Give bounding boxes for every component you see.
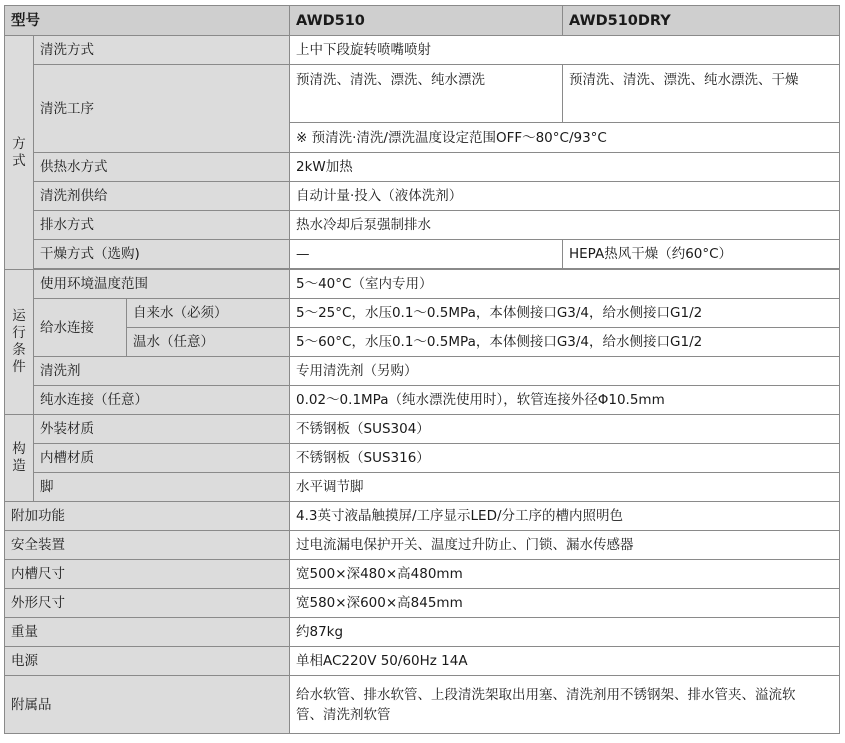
group-construction-label: 构造	[12, 441, 26, 474]
tap-water-label: 自来水（必须）	[127, 299, 290, 328]
pure-water-label: 纯水连接（任意）	[34, 386, 290, 415]
inner-size-label: 内槽尺寸	[5, 560, 290, 589]
function-label: 附加功能	[5, 502, 290, 531]
drying-value-a: —	[290, 240, 563, 269]
process-value-b: 预清洗、清洗、漂洗、纯水漂洗、干燥	[563, 65, 840, 123]
tank-value: 不锈钢板（SUS316）	[290, 444, 840, 473]
detergent-supply-label: 清洗剂供给	[34, 182, 290, 211]
detergent-label: 清洗剂	[34, 357, 290, 386]
detergent-value: 专用清洗剂（另购）	[290, 357, 840, 386]
wash-method-label: 清洗方式	[34, 36, 290, 65]
warm-water-label: 温水（任意）	[127, 328, 290, 357]
tap-water-value: 5～25°C，水压0.1～0.5MPa，本体侧接口G3/4，给水侧接口G1/2	[290, 299, 840, 328]
process-value-a: 预清洗、清洗、漂洗、纯水漂洗	[290, 65, 563, 123]
heating-value: 2kW加热	[290, 153, 840, 182]
feet-label: 脚	[34, 473, 290, 502]
power-label: 电源	[5, 647, 290, 676]
drying-label: 干燥方式（选购)	[34, 240, 290, 269]
group-operation-label: 运行条件	[12, 308, 26, 375]
warm-water-value: 5～60°C，水压0.1～0.5MPa，本体侧接口G3/4，给水侧接口G1/2	[290, 328, 840, 357]
temperature-value: 5～40°C（室内专用）	[290, 270, 840, 299]
tank-label: 内槽材质	[34, 444, 290, 473]
weight-value: 约87kg	[290, 618, 840, 647]
process-temperature-note: ※ 预清洗·清洗/漂洗温度设定范围OFF～80°C/93°C	[290, 123, 840, 153]
power-value: 单相AC220V 50/60Hz 14A	[290, 647, 840, 676]
water-supply-label: 给水连接	[34, 299, 127, 357]
feet-value: 水平调节脚	[290, 473, 840, 502]
spec-table	[4, 5, 840, 734]
exterior-label: 外装材质	[34, 415, 290, 444]
outer-size-value: 宽580×深600×高845mm	[290, 589, 840, 618]
temperature-label: 使用环境温度范围	[34, 270, 290, 299]
group-operation	[5, 270, 34, 415]
group-method	[5, 36, 34, 270]
group-construction	[5, 415, 34, 502]
accessories-label: 附属品	[5, 676, 290, 734]
header-model-b: AWD510DRY	[563, 6, 840, 36]
outer-size-label: 外形尺寸	[5, 589, 290, 618]
function-value: 4.3英寸液晶触摸屏/工序显示LED/分工序的槽内照明色	[290, 502, 840, 531]
inner-size-value: 宽500×深480×高480mm	[290, 560, 840, 589]
header-model-a: AWD510	[290, 6, 563, 36]
accessories-value: 给水软管、排水软管、上段清洗架取出用塞、清洗剂用不锈钢架、排水管夹、溢流软管、清洗剂软管	[290, 676, 840, 734]
header-model-label: 型号	[5, 6, 290, 36]
heating-label: 供热水方式	[34, 153, 290, 182]
drain-value: 热水冷却后泵强制排水	[290, 211, 840, 240]
drying-value-b: HEPA热风干燥（约60°C）	[563, 240, 840, 269]
wash-method-value: 上中下段旋转喷嘴喷射	[290, 36, 840, 65]
weight-label: 重量	[5, 618, 290, 647]
drain-label: 排水方式	[34, 211, 290, 240]
detergent-supply-value: 自动计量·投入（液体洗剂）	[290, 182, 840, 211]
pure-water-value: 0.02～0.1MPa（纯水漂洗使用时），软管连接外径Φ10.5mm	[290, 386, 840, 415]
exterior-value: 不锈钢板（SUS304）	[290, 415, 840, 444]
process-label: 清洗工序	[34, 65, 290, 153]
safety-value: 过电流漏电保护开关、温度过升防止、门锁、漏水传感器	[290, 531, 840, 560]
safety-label: 安全装置	[5, 531, 290, 560]
group-method-label: 方式	[12, 135, 26, 169]
